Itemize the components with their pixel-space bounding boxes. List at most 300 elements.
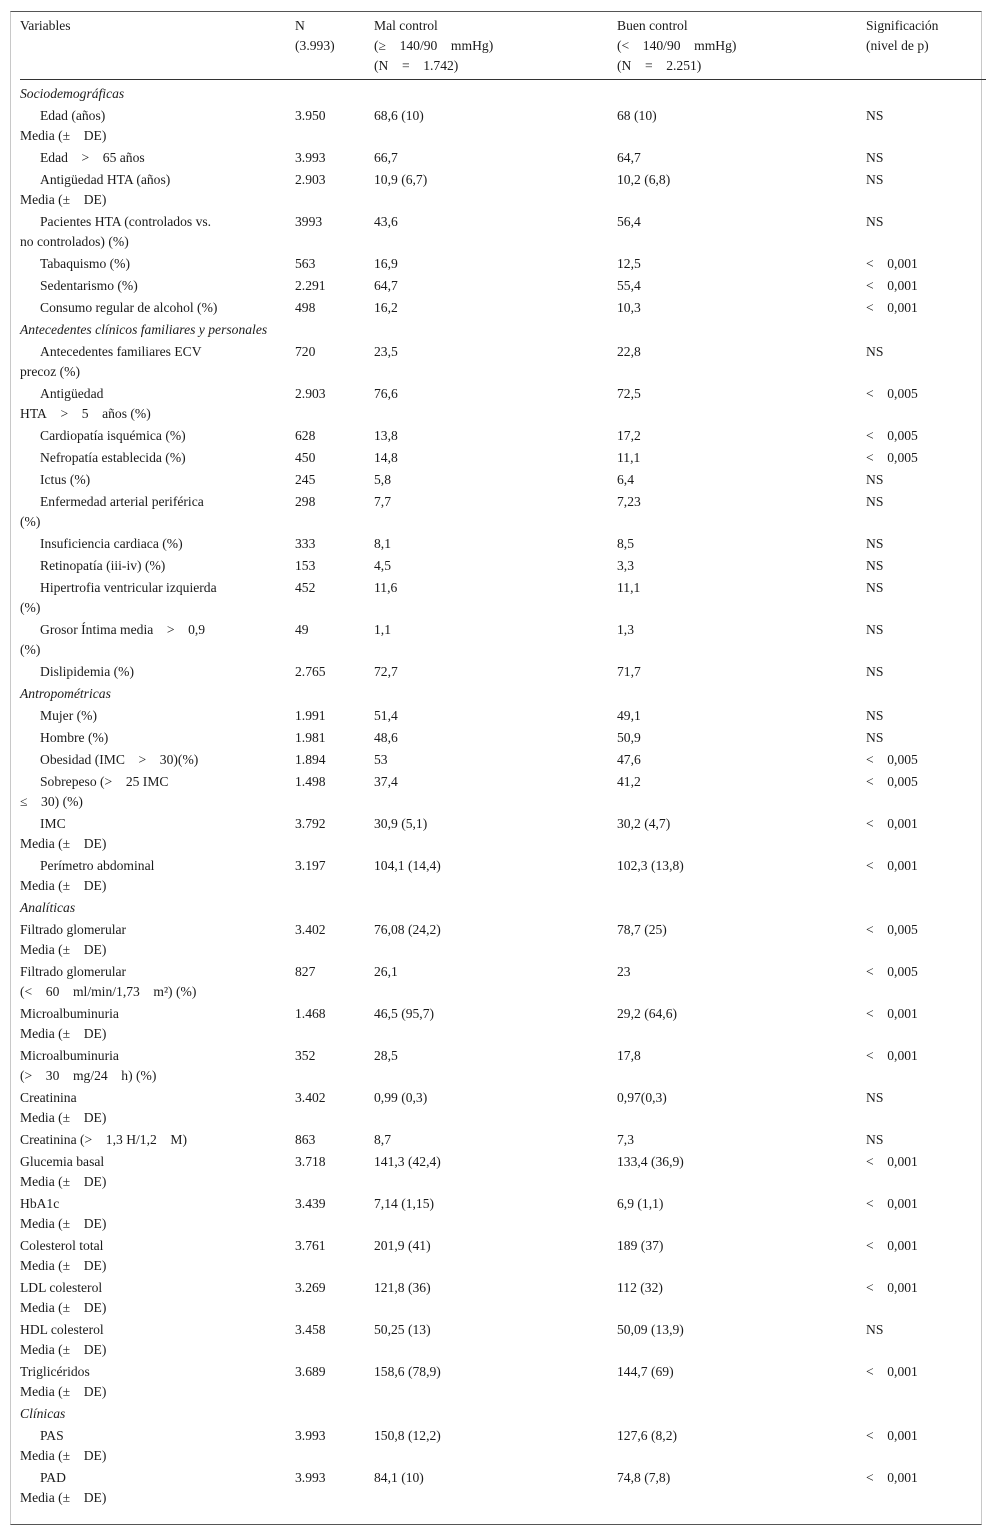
variable-cell	[20, 1046, 295, 1088]
table-row	[20, 1088, 986, 1130]
table-row	[20, 1152, 986, 1194]
n-cell: 3.689	[295, 1364, 326, 1379]
variable-sublabel: Media (± DE)	[20, 1026, 107, 1041]
variable-label: Edad > 65 años	[40, 150, 145, 165]
variable-sublabel: HTA > 5 años (%)	[20, 406, 151, 421]
variable-label: Consumo regular de alcohol (%)	[40, 300, 218, 315]
buen-control-cell: 64,7	[617, 150, 641, 165]
variable-label: Hipertrofia ventricular izquierda	[40, 580, 217, 595]
significance-cell: < 0,001	[866, 1428, 918, 1443]
n-cell: 2.903	[295, 386, 326, 401]
significance-cell: NS	[866, 1090, 884, 1105]
mal-control-cell: 26,1	[374, 964, 398, 979]
variable-label: Antigüedad	[40, 386, 104, 401]
n-cell: 3.402	[295, 1090, 326, 1105]
variable-sublabel: Media (± DE)	[20, 1342, 107, 1357]
table-row	[20, 492, 986, 534]
significance-cell: < 0,001	[866, 1280, 918, 1295]
section-title: Clínicas	[20, 1406, 66, 1421]
variable-sublabel: Media (± DE)	[20, 1384, 107, 1399]
significance-cell: < 0,005	[866, 774, 918, 789]
mal-control-cell: 141,3 (42,4)	[374, 1154, 441, 1169]
n-cell: 1.894	[295, 752, 326, 767]
variable-label: Antecedentes familiares ECV	[40, 344, 202, 359]
buen-control-cell: 50,09 (13,9)	[617, 1322, 684, 1337]
table-row	[20, 426, 986, 448]
n-cell: 1.498	[295, 774, 326, 789]
variable-cell	[20, 1362, 295, 1404]
n-cell: 720	[295, 344, 316, 359]
variable-label: Glucemia basal	[20, 1154, 105, 1169]
n-cell: 452	[295, 580, 316, 595]
variable-sublabel: Media (± DE)	[20, 836, 107, 851]
mal-control-cell: 30,9 (5,1)	[374, 816, 428, 831]
table-row	[20, 534, 986, 556]
variable-label: Enfermedad arterial periférica	[40, 494, 204, 509]
mal-control-cell: 48,6	[374, 730, 398, 745]
mal-control-cell: 201,9 (41)	[374, 1238, 431, 1253]
mal-control-cell: 72,7	[374, 664, 398, 679]
buen-control-cell: 127,6 (8,2)	[617, 1428, 678, 1443]
variable-label: HbA1c	[20, 1196, 60, 1211]
variable-sublabel: Media (± DE)	[20, 128, 107, 143]
variable-cell	[20, 448, 295, 470]
significance-cell: NS	[866, 708, 884, 723]
significance-cell: NS	[866, 344, 884, 359]
n-cell: 3.439	[295, 1196, 326, 1211]
variable-label: Pacientes HTA (controlados vs.	[40, 214, 212, 229]
mal-control-cell: 84,1 (10)	[374, 1470, 424, 1485]
significance-cell: < 0,001	[866, 278, 918, 293]
table-row	[20, 1468, 986, 1510]
table-row	[20, 962, 986, 1004]
variable-cell	[20, 662, 295, 684]
n-cell: 2.291	[295, 278, 326, 293]
mal-control-cell: 158,6 (78,9)	[374, 1364, 441, 1379]
variable-cell	[20, 1130, 295, 1152]
buen-control-cell: 7,3	[617, 1132, 634, 1147]
n-cell: 3.269	[295, 1280, 326, 1295]
mal-control-cell: 46,5 (95,7)	[374, 1006, 435, 1021]
significance-cell: < 0,001	[866, 1196, 918, 1211]
variable-cell	[20, 772, 295, 814]
buen-control-cell: 10,3	[617, 300, 641, 315]
variable-sublabel: Media (± DE)	[20, 1490, 107, 1505]
header-variables	[20, 16, 295, 80]
variable-sublabel: Media (± DE)	[20, 878, 107, 893]
variable-cell	[20, 962, 295, 1004]
variable-sublabel: Media (± DE)	[20, 1110, 107, 1125]
buen-control-cell: 23	[617, 964, 631, 979]
header-line: N	[295, 18, 305, 33]
mal-control-cell: 76,6	[374, 386, 398, 401]
variable-sublabel: Media (± DE)	[20, 1258, 107, 1273]
table-row	[20, 1278, 986, 1320]
n-cell: 450	[295, 450, 316, 465]
variable-cell	[20, 728, 295, 750]
variable-cell	[20, 148, 295, 170]
buen-control-cell: 47,6	[617, 752, 641, 767]
mal-control-cell: 37,4	[374, 774, 398, 789]
variable-cell	[20, 814, 295, 856]
significance-cell: < 0,005	[866, 450, 918, 465]
significance-cell: < 0,001	[866, 1048, 918, 1063]
mal-control-cell: 10,9 (6,7)	[374, 172, 428, 187]
n-cell: 827	[295, 964, 316, 979]
significance-cell: NS	[866, 622, 884, 637]
mal-control-cell: 104,1 (14,4)	[374, 858, 441, 873]
variable-sublabel: (%)	[20, 514, 41, 529]
significance-cell: < 0,001	[866, 1154, 918, 1169]
n-cell: 3.718	[295, 1154, 326, 1169]
significance-cell: < 0,001	[866, 1470, 918, 1485]
significance-cell: NS	[866, 214, 884, 229]
table-row	[20, 298, 986, 320]
significance-cell: NS	[866, 494, 884, 509]
buen-control-cell: 0,97(0,3)	[617, 1090, 667, 1105]
n-cell: 1.468	[295, 1006, 326, 1021]
variable-cell	[20, 1152, 295, 1194]
n-cell: 2.903	[295, 172, 326, 187]
table-row	[20, 448, 986, 470]
n-cell: 153	[295, 558, 316, 573]
section-header	[20, 684, 986, 706]
buen-control-cell: 11,1	[617, 580, 641, 595]
table-row	[20, 1320, 986, 1362]
buen-control-cell: 17,2	[617, 428, 641, 443]
mal-control-cell: 8,1	[374, 536, 391, 551]
header-significacion	[866, 16, 986, 80]
variable-cell	[20, 1468, 295, 1510]
table-row	[20, 662, 986, 684]
mal-control-cell: 66,7	[374, 150, 398, 165]
mal-control-cell: 14,8	[374, 450, 398, 465]
variable-label: Ictus (%)	[40, 472, 91, 487]
buen-control-cell: 78,7 (25)	[617, 922, 667, 937]
variable-label: Microalbuminuria	[20, 1048, 119, 1063]
table-row	[20, 1362, 986, 1404]
mal-control-cell: 23,5	[374, 344, 398, 359]
significance-cell: < 0,001	[866, 256, 918, 271]
significance-cell: NS	[866, 558, 884, 573]
variable-cell	[20, 470, 295, 492]
n-cell: 245	[295, 472, 316, 487]
variable-cell	[20, 384, 295, 426]
mal-control-cell: 16,9	[374, 256, 398, 271]
significance-cell: < 0,001	[866, 1006, 918, 1021]
variable-label: HDL colesterol	[20, 1322, 104, 1337]
mal-control-cell: 5,8	[374, 472, 391, 487]
variable-sublabel: Media (± DE)	[20, 1448, 107, 1463]
variable-sublabel: Media (± DE)	[20, 1216, 107, 1231]
variable-label: Sobrepeso (> 25 IMC	[40, 774, 169, 789]
table-header	[20, 16, 986, 80]
variable-cell	[20, 556, 295, 578]
buen-control-cell: 8,5	[617, 536, 634, 551]
variable-cell	[20, 620, 295, 662]
mal-control-cell: 0,99 (0,3)	[374, 1090, 428, 1105]
header-buen-control	[617, 16, 866, 80]
table-row	[20, 1194, 986, 1236]
n-cell: 498	[295, 300, 316, 315]
n-cell: 3.761	[295, 1238, 326, 1253]
variable-cell	[20, 1278, 295, 1320]
mal-control-cell: 28,5	[374, 1048, 398, 1063]
variable-label: Creatinina (> 1,3 H/1,2 M)	[20, 1132, 187, 1147]
mal-control-cell: 50,25 (13)	[374, 1322, 431, 1337]
table-row	[20, 1046, 986, 1088]
section-title: Sociodemográficas	[20, 86, 125, 101]
table-row	[20, 212, 986, 254]
buen-control-cell: 11,1	[617, 450, 641, 465]
table-row	[20, 148, 986, 170]
variable-cell	[20, 1004, 295, 1046]
significance-cell: NS	[866, 536, 884, 551]
variable-label: PAD	[40, 1470, 66, 1485]
buen-control-cell: 189 (37)	[617, 1238, 664, 1253]
n-cell: 352	[295, 1048, 316, 1063]
buen-control-cell: 49,1	[617, 708, 641, 723]
n-cell: 2.765	[295, 664, 326, 679]
mal-control-cell: 43,6	[374, 214, 398, 229]
significance-cell: < 0,005	[866, 428, 918, 443]
significance-cell: < 0,001	[866, 858, 918, 873]
mal-control-cell: 51,4	[374, 708, 398, 723]
buen-control-cell: 55,4	[617, 278, 641, 293]
n-cell: 1.981	[295, 730, 326, 745]
table-row	[20, 728, 986, 750]
significance-cell: NS	[866, 472, 884, 487]
n-cell: 3.993	[295, 150, 326, 165]
n-cell: 3.792	[295, 816, 326, 831]
table-row	[20, 170, 986, 212]
n-cell: 3.950	[295, 108, 326, 123]
variable-label: Edad (años)	[40, 108, 106, 123]
buen-control-cell: 3,3	[617, 558, 634, 573]
table-row	[20, 578, 986, 620]
variable-cell	[20, 856, 295, 898]
buen-control-cell: 30,2 (4,7)	[617, 816, 671, 831]
variable-sublabel: (%)	[20, 642, 41, 657]
table-row	[20, 856, 986, 898]
buen-control-cell: 41,2	[617, 774, 641, 789]
header-line: Buen control	[617, 18, 688, 33]
variable-cell	[20, 1320, 295, 1362]
variable-sublabel: ≤ 30) (%)	[20, 794, 83, 809]
significance-cell: NS	[866, 172, 884, 187]
buen-control-cell: 22,8	[617, 344, 641, 359]
buen-control-cell: 29,2 (64,6)	[617, 1006, 678, 1021]
mal-control-cell: 76,08 (24,2)	[374, 922, 441, 937]
mal-control-cell: 16,2	[374, 300, 398, 315]
n-cell: 3.993	[295, 1470, 326, 1485]
significance-cell: NS	[866, 108, 884, 123]
mal-control-cell: 4,5	[374, 558, 391, 573]
variable-label: Tabaquismo (%)	[40, 256, 131, 271]
variable-sublabel: Media (± DE)	[20, 192, 107, 207]
mal-control-cell: 121,8 (36)	[374, 1280, 431, 1295]
buen-control-cell: 102,3 (13,8)	[617, 858, 684, 873]
buen-control-cell: 6,4	[617, 472, 634, 487]
variable-sublabel: Media (± DE)	[20, 942, 107, 957]
mal-control-cell: 11,6	[374, 580, 398, 595]
variable-label: Creatinina	[20, 1090, 77, 1105]
variable-label: Colesterol total	[20, 1238, 104, 1253]
significance-cell: NS	[866, 150, 884, 165]
variable-label: LDL colesterol	[20, 1280, 103, 1295]
mal-control-cell: 7,7	[374, 494, 391, 509]
mal-control-cell: 64,7	[374, 278, 398, 293]
significance-cell: NS	[866, 1322, 884, 1337]
significance-cell: < 0,001	[866, 1364, 918, 1379]
mal-control-cell: 13,8	[374, 428, 398, 443]
data-table	[20, 16, 986, 1510]
table-row	[20, 1426, 986, 1468]
variable-cell	[20, 212, 295, 254]
header-line: (nivel de p)	[866, 38, 929, 53]
section-title: Analíticas	[20, 900, 76, 915]
variable-label: Antigüedad HTA (años)	[40, 172, 171, 187]
header-line: (3.993)	[295, 38, 335, 53]
table-row	[20, 1130, 986, 1152]
table-row	[20, 1236, 986, 1278]
variable-cell	[20, 578, 295, 620]
variable-cell	[20, 1236, 295, 1278]
significance-cell: NS	[866, 664, 884, 679]
variable-cell	[20, 706, 295, 728]
variable-label: Retinopatía (iii-iv) (%)	[40, 558, 166, 573]
variable-sublabel: no controlados) (%)	[20, 234, 129, 249]
table-row	[20, 384, 986, 426]
variable-cell	[20, 254, 295, 276]
n-cell: 3993	[295, 214, 323, 229]
variable-label: Microalbuminuria	[20, 1006, 119, 1021]
variable-label: IMC	[40, 816, 66, 831]
variable-label: Grosor Íntima media > 0,9	[40, 622, 206, 637]
n-cell: 333	[295, 536, 316, 551]
mal-control-cell: 8,7	[374, 1132, 391, 1147]
table-row	[20, 772, 986, 814]
section-header	[20, 320, 986, 342]
variable-sublabel: (> 30 mg/24 h) (%)	[20, 1068, 157, 1083]
significance-cell: < 0,001	[866, 1238, 918, 1253]
mal-control-cell: 150,8 (12,2)	[374, 1428, 441, 1443]
n-cell: 3.458	[295, 1322, 326, 1337]
significance-cell: < 0,005	[866, 964, 918, 979]
buen-control-cell: 71,7	[617, 664, 641, 679]
header-line: Mal control	[374, 18, 438, 33]
significance-cell: NS	[866, 580, 884, 595]
header-line: (≥ 140/90 mmHg)	[374, 38, 494, 53]
variable-label: Hombre (%)	[40, 730, 109, 745]
n-cell: 563	[295, 256, 316, 271]
mal-control-cell: 1,1	[374, 622, 391, 637]
variable-label: Obesidad (IMC > 30)(%)	[40, 752, 199, 767]
variable-cell	[20, 1426, 295, 1468]
variable-cell	[20, 1194, 295, 1236]
n-cell: 3.197	[295, 858, 326, 873]
table-row	[20, 620, 986, 662]
table-row	[20, 814, 986, 856]
significance-cell: < 0,005	[866, 922, 918, 937]
buen-control-cell: 10,2 (6,8)	[617, 172, 671, 187]
mal-control-cell: 68,6 (10)	[374, 108, 424, 123]
variable-label: Nefropatía establecida (%)	[40, 450, 186, 465]
header-line: Significación	[866, 18, 939, 33]
buen-control-cell: 7,23	[617, 494, 641, 509]
table-row	[20, 556, 986, 578]
buen-control-cell: 1,3	[617, 622, 634, 637]
table-row	[20, 106, 986, 148]
variable-cell	[20, 426, 295, 448]
buen-control-cell: 74,8 (7,8)	[617, 1470, 671, 1485]
buen-control-cell: 50,9	[617, 730, 641, 745]
variable-label: Filtrado glomerular	[20, 922, 127, 937]
header-mal-control	[374, 16, 617, 80]
n-cell: 1.991	[295, 708, 326, 723]
table-row	[20, 342, 986, 384]
n-cell: 3.993	[295, 1428, 326, 1443]
table-row	[20, 706, 986, 728]
buen-control-cell: 144,7 (69)	[617, 1364, 674, 1379]
buen-control-cell: 133,4 (36,9)	[617, 1154, 684, 1169]
buen-control-cell: 112 (32)	[617, 1280, 663, 1295]
significance-cell: < 0,001	[866, 300, 918, 315]
variable-cell	[20, 106, 295, 148]
buen-control-cell: 68 (10)	[617, 108, 657, 123]
variable-label: Triglicéridos	[20, 1364, 90, 1379]
table-row	[20, 920, 986, 962]
buen-control-cell: 56,4	[617, 214, 641, 229]
variable-sublabel: precoz (%)	[20, 364, 80, 379]
significance-cell: < 0,005	[866, 752, 918, 767]
variable-cell	[20, 492, 295, 534]
n-cell: 3.402	[295, 922, 326, 937]
table-row	[20, 750, 986, 772]
table-row	[20, 254, 986, 276]
significance-cell: NS	[866, 1132, 884, 1147]
variable-label: Mujer (%)	[40, 708, 97, 723]
variable-cell	[20, 1088, 295, 1130]
variable-cell	[20, 750, 295, 772]
n-cell: 49	[295, 622, 309, 637]
variable-cell	[20, 276, 295, 298]
variable-label: Dislipidemia (%)	[40, 664, 135, 679]
variable-label: Insuficiencia cardiaca (%)	[40, 536, 183, 551]
variable-sublabel: (%)	[20, 600, 41, 615]
header-n	[295, 16, 374, 80]
section-header	[20, 1404, 986, 1426]
variable-cell	[20, 170, 295, 212]
variable-sublabel: Media (± DE)	[20, 1174, 107, 1189]
buen-control-cell: 6,9 (1,1)	[617, 1196, 664, 1211]
variable-label: PAS	[40, 1428, 64, 1443]
significance-cell: NS	[866, 730, 884, 745]
header-line: (< 140/90 mmHg)	[617, 38, 737, 53]
table-row	[20, 1004, 986, 1046]
variable-label: Cardiopatía isquémica (%)	[40, 428, 186, 443]
mal-control-cell: 53	[374, 752, 388, 767]
n-cell: 863	[295, 1132, 316, 1147]
buen-control-cell: 17,8	[617, 1048, 641, 1063]
buen-control-cell: 12,5	[617, 256, 641, 271]
variable-label: Perímetro abdominal	[40, 858, 155, 873]
n-cell: 298	[295, 494, 316, 509]
variable-label: Sedentarismo (%)	[40, 278, 138, 293]
buen-control-cell: 72,5	[617, 386, 641, 401]
variable-sublabel: Media (± DE)	[20, 1300, 107, 1315]
table-body	[20, 80, 986, 1511]
